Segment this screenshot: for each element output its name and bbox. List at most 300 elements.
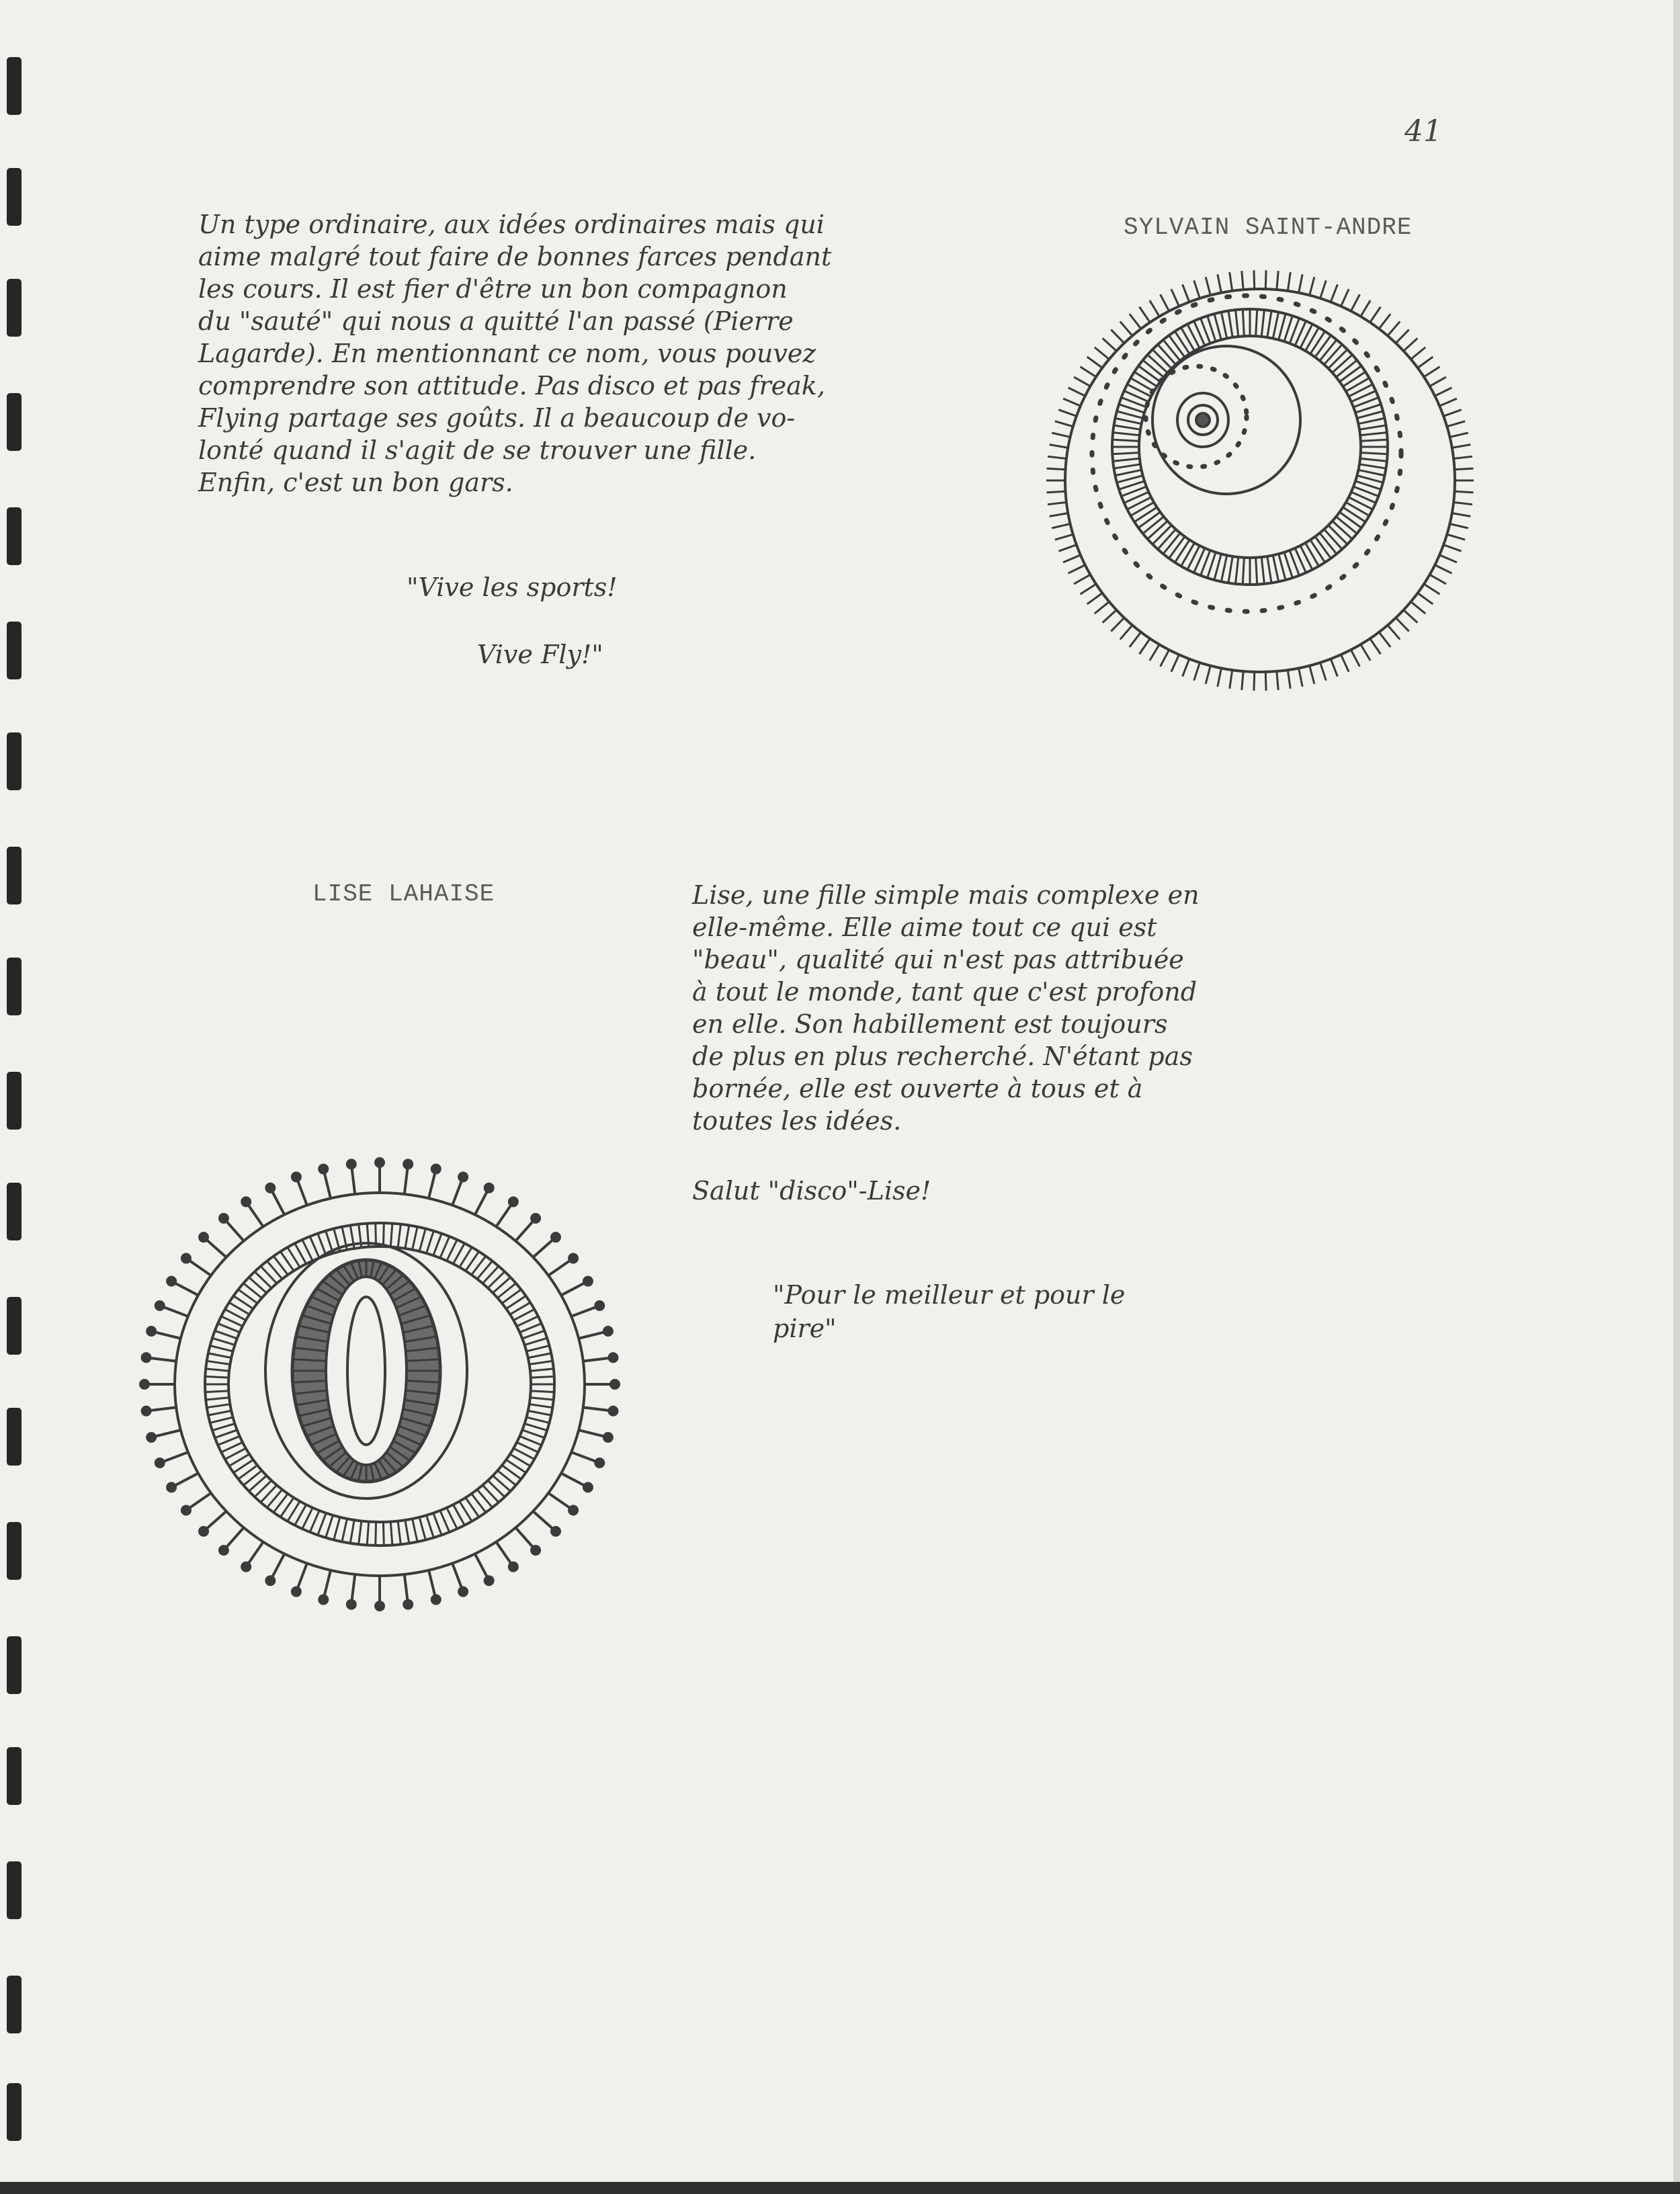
- tick-mark: [1299, 274, 1303, 292]
- tick-mark: [1315, 536, 1331, 558]
- spike-dot: [569, 1506, 577, 1514]
- binding-hole: [7, 1072, 22, 1130]
- tick-mark: [1320, 533, 1337, 554]
- tick-mark: [1171, 655, 1179, 671]
- tick-mark: [1447, 534, 1465, 540]
- paragraph-line: aime malgré tout faire de bonnes farces pendant: [198, 242, 832, 271]
- tick-mark: [1087, 357, 1103, 368]
- tick-mark: [1439, 555, 1457, 562]
- spike-dot: [182, 1506, 190, 1514]
- tick-mark: [1450, 524, 1468, 528]
- tick-mark: [1063, 555, 1081, 562]
- tick-mark: [1048, 456, 1066, 458]
- spike-dot: [200, 1527, 208, 1535]
- tick-mark: [398, 1224, 401, 1248]
- spike-dot: [432, 1165, 440, 1173]
- tick-mark: [1439, 398, 1457, 406]
- tick-mark: [1103, 338, 1117, 351]
- tick-mark: [1277, 671, 1278, 690]
- tick-mark: [1360, 433, 1387, 435]
- spike-dot: [432, 1595, 440, 1603]
- tick-mark: [215, 1331, 237, 1339]
- tick-mark: [1242, 671, 1243, 690]
- tick-mark: [1265, 672, 1266, 691]
- tick-mark: [1218, 668, 1222, 686]
- profile-name-sylvain: SYLVAIN SAINT-ANDRE: [1124, 214, 1413, 241]
- tick-mark: [1181, 543, 1195, 566]
- tick-mark: [1341, 655, 1349, 671]
- spike-dot: [584, 1483, 592, 1491]
- spike-dot: [142, 1353, 151, 1361]
- tick-mark: [530, 1361, 553, 1364]
- paragraph-line: toutes les idées.: [692, 1106, 902, 1136]
- tick-mark: [1074, 575, 1090, 584]
- tick-mark: [1388, 321, 1400, 335]
- tick-mark: [1052, 433, 1070, 437]
- tick-mark: [1359, 425, 1386, 429]
- spike-dot: [376, 1602, 384, 1610]
- tick-mark: [1361, 439, 1388, 441]
- tick-mark: [1320, 663, 1327, 681]
- tick-mark: [1171, 289, 1179, 306]
- spike-dot: [532, 1214, 540, 1222]
- tick-mark: [1095, 601, 1109, 614]
- tick-mark: [1288, 272, 1290, 291]
- paragraph-line: comprendre son attitude. Pas disco et pas freak,: [198, 371, 825, 400]
- spike-dot: [552, 1527, 560, 1535]
- tick-mark: [1068, 565, 1085, 573]
- spike-dot: [609, 1407, 617, 1415]
- quote-line: "Vive les sports!: [407, 573, 618, 602]
- tick-mark: [1120, 625, 1132, 639]
- tick-mark: [1143, 517, 1164, 534]
- tick-mark: [1111, 330, 1124, 343]
- tick-mark: [1228, 311, 1232, 338]
- spike-dot: [509, 1197, 517, 1206]
- tick-mark: [1336, 360, 1357, 377]
- tick-mark: [1047, 491, 1066, 493]
- tick-mark: [1455, 491, 1474, 493]
- tick-mark: [1169, 335, 1185, 357]
- tick-mark: [433, 1234, 442, 1256]
- tick-mark: [390, 1224, 392, 1247]
- spiral-binding: [0, 0, 47, 2194]
- binding-hole: [7, 1183, 22, 1240]
- tick-mark: [1143, 360, 1164, 377]
- spike-dot: [147, 1433, 155, 1441]
- salute-line: Salut "disco"-Lise!: [692, 1176, 931, 1206]
- spike-dot: [167, 1277, 175, 1285]
- tick-mark: [310, 1511, 319, 1532]
- tick-mark: [1254, 672, 1255, 691]
- spike-dot: [459, 1173, 467, 1181]
- tick-mark: [1114, 464, 1141, 468]
- tick-mark: [205, 1376, 228, 1378]
- spike-dot: [242, 1197, 250, 1206]
- paragraph-line: en elle. Son habillement est toujours: [692, 1009, 1168, 1039]
- tick-mark: [530, 1369, 554, 1371]
- tick-mark: [1115, 470, 1141, 475]
- tick-mark: [1130, 632, 1141, 647]
- tick-mark: [1194, 280, 1200, 298]
- paragraph-line: les cours. Il est fier d'être un bon compagnon: [198, 274, 788, 304]
- tick-mark: [1310, 540, 1325, 562]
- tick-mark: [1152, 525, 1171, 544]
- spike-dot: [220, 1546, 228, 1554]
- tick-mark: [1357, 411, 1383, 418]
- tick-mark: [206, 1398, 229, 1400]
- tick-mark: [1134, 507, 1157, 522]
- spike-dot: [242, 1563, 250, 1571]
- tick-mark: [1324, 345, 1342, 365]
- tick-mark: [1324, 530, 1342, 550]
- tick-mark: [1452, 445, 1471, 448]
- tick-mark: [1256, 558, 1257, 585]
- binding-hole: [7, 1297, 22, 1355]
- tick-mark: [419, 1228, 425, 1251]
- tick-mark: [1214, 554, 1221, 580]
- spike-dot: [404, 1160, 412, 1168]
- spike-dot: [595, 1302, 603, 1310]
- tick-mark: [1273, 312, 1278, 338]
- tick-mark: [1242, 271, 1243, 290]
- spike-dot: [552, 1233, 560, 1241]
- spike-dot: [156, 1459, 164, 1467]
- spike-dot: [584, 1277, 592, 1285]
- tick-mark: [1048, 502, 1066, 504]
- tick-mark: [310, 1236, 319, 1258]
- binding-hole: [7, 393, 22, 451]
- tick-mark: [383, 1223, 384, 1247]
- tick-mark: [1346, 503, 1370, 516]
- tick-mark: [1214, 314, 1221, 340]
- binding-hole: [7, 732, 22, 790]
- tick-mark: [1230, 670, 1232, 689]
- tick-mark: [1310, 277, 1314, 295]
- tick-mark: [1310, 331, 1325, 354]
- tick-mark: [1424, 367, 1440, 377]
- paragraph-line: "beau", qualité qui n'est pas attribuée: [692, 945, 1184, 974]
- paragraph-line: Un type ordinaire, aux idées ordinaires mais qui: [198, 210, 825, 239]
- tick-mark: [207, 1361, 230, 1364]
- paragraph-line: Lise, une fille simple mais complexe en: [692, 880, 1200, 910]
- spike-dot: [167, 1483, 175, 1491]
- tick-mark: [1114, 425, 1141, 429]
- tick-mark: [1452, 513, 1471, 517]
- tick-mark: [342, 1519, 347, 1542]
- tick-mark: [1117, 476, 1143, 482]
- tick-mark: [1418, 357, 1433, 368]
- tick-mark: [1158, 530, 1176, 550]
- tick-mark: [528, 1353, 551, 1358]
- tick-mark: [1265, 270, 1266, 289]
- tick-mark: [1443, 410, 1461, 416]
- tick-mark: [440, 1511, 450, 1532]
- page-edge-bottom: [0, 2182, 1680, 2194]
- tick-mark: [1370, 307, 1381, 323]
- tick-mark: [1236, 557, 1238, 584]
- spike-dot: [266, 1184, 274, 1192]
- tick-mark: [1333, 355, 1353, 373]
- tick-mark: [1315, 335, 1331, 357]
- tick-mark: [1346, 378, 1370, 392]
- paragraph-line: Enfin, c'est un bon gars.: [198, 468, 513, 497]
- tick-mark: [413, 1227, 418, 1250]
- tick-mark: [1357, 476, 1383, 482]
- page-number: 41: [1404, 114, 1442, 149]
- tick-mark: [1230, 272, 1232, 291]
- spike-dot: [347, 1160, 355, 1168]
- tick-mark: [1194, 663, 1200, 681]
- tick-mark: [1379, 632, 1390, 647]
- tick-mark: [1158, 345, 1176, 365]
- binding-hole: [7, 1408, 22, 1466]
- tick-mark: [1404, 610, 1418, 623]
- tick-mark: [1115, 418, 1141, 423]
- tick-mark: [218, 1436, 239, 1445]
- tick-mark: [1254, 270, 1255, 289]
- oval-halo-drawing: [131, 1115, 642, 1626]
- tick-mark: [1424, 584, 1440, 594]
- tick-mark: [1320, 340, 1337, 361]
- tick-mark: [334, 1517, 340, 1540]
- tick-mark: [218, 1323, 239, 1332]
- spike-dot: [220, 1214, 228, 1222]
- tick-mark: [212, 1424, 235, 1431]
- tick-mark: [1068, 388, 1085, 396]
- spike-dot: [569, 1255, 577, 1263]
- tick-mark: [1080, 584, 1096, 594]
- binding-hole: [7, 1861, 22, 1919]
- tick-mark: [1161, 294, 1169, 311]
- tick-mark: [215, 1430, 237, 1438]
- tick-mark: [212, 1338, 235, 1345]
- spike-dot: [604, 1327, 612, 1335]
- tick-mark: [207, 1404, 230, 1408]
- tick-mark: [1103, 610, 1117, 623]
- tick-mark: [1134, 372, 1157, 386]
- tick-mark: [1351, 294, 1359, 311]
- tick-mark: [1299, 668, 1303, 686]
- spike-dot: [404, 1601, 412, 1609]
- tick-mark: [1163, 533, 1180, 554]
- tick-mark: [522, 1331, 544, 1339]
- tick-mark: [1183, 659, 1189, 677]
- tick-mark: [1333, 521, 1353, 539]
- spike-dot: [182, 1255, 190, 1263]
- spike-dot: [319, 1595, 327, 1603]
- tick-mark: [1175, 540, 1189, 562]
- tick-mark: [1161, 650, 1169, 667]
- concentric-circle-drawing: [1038, 262, 1482, 699]
- spike-dot: [140, 1380, 149, 1388]
- tick-mark: [326, 1515, 333, 1537]
- tick-mark: [1360, 458, 1387, 461]
- tick-mark: [525, 1338, 548, 1345]
- tick-mark: [1206, 277, 1210, 295]
- binding-hole: [7, 1522, 22, 1580]
- tick-mark: [1183, 284, 1189, 302]
- page-edge-right: [1673, 0, 1680, 2194]
- tick-mark: [1113, 458, 1140, 461]
- tick-mark: [1454, 502, 1472, 504]
- binding-hole: [7, 958, 22, 1015]
- tick-mark: [1418, 593, 1433, 604]
- spike-dot: [266, 1576, 274, 1585]
- tick-mark: [1074, 377, 1090, 386]
- tick-mark: [1339, 512, 1361, 528]
- binding-hole: [7, 279, 22, 337]
- tick-mark: [1331, 659, 1337, 677]
- tick-mark: [530, 1398, 554, 1400]
- tick-mark: [1148, 355, 1168, 373]
- tick-mark: [1455, 468, 1474, 470]
- tick-mark: [405, 1520, 409, 1544]
- tick-mark: [1138, 366, 1160, 382]
- tick-mark: [1150, 644, 1159, 661]
- tick-mark: [531, 1376, 554, 1378]
- tick-mark: [1435, 565, 1452, 573]
- tick-mark: [1218, 274, 1222, 292]
- tick-mark: [1361, 300, 1370, 317]
- tick-mark: [210, 1346, 233, 1351]
- tick-mark: [1339, 366, 1361, 382]
- profile-name-lise: LISE LAHAISE: [312, 880, 495, 908]
- binding-hole: [7, 1636, 22, 1694]
- tick-mark: [519, 1323, 541, 1332]
- tick-mark: [1343, 372, 1366, 386]
- tick-mark: [1331, 284, 1337, 302]
- tick-mark: [1361, 644, 1370, 661]
- spike-dot: [376, 1158, 384, 1167]
- binding-hole: [7, 622, 22, 679]
- tick-mark: [1358, 418, 1384, 423]
- tick-mark: [1329, 349, 1347, 368]
- tick-mark: [1080, 367, 1096, 377]
- tick-mark: [367, 1521, 369, 1545]
- spike-dot: [509, 1563, 517, 1571]
- tick-mark: [1273, 555, 1278, 581]
- tick-mark: [1396, 330, 1409, 343]
- tick-mark: [1130, 314, 1141, 329]
- quote-line: Vive Fly!": [477, 640, 603, 669]
- spike-dot: [156, 1302, 164, 1310]
- tick-mark: [350, 1520, 354, 1544]
- paragraph-line: du "sauté" qui nous a quitté l'an passé (Pierre: [198, 306, 794, 336]
- tick-mark: [1050, 513, 1068, 517]
- tick-mark: [210, 1417, 233, 1423]
- paragraph-line: Flying partage ses goûts. Il a beaucoup de vo-: [198, 403, 796, 433]
- tick-mark: [405, 1225, 409, 1249]
- tick-mark: [1261, 557, 1264, 584]
- spike-dot: [604, 1433, 612, 1441]
- tick-mark: [1050, 445, 1068, 448]
- tick-mark: [1256, 309, 1257, 336]
- tick-mark: [1359, 464, 1386, 468]
- tick-mark: [1279, 314, 1286, 340]
- tick-mark: [1169, 536, 1185, 558]
- tick-mark: [1336, 517, 1357, 534]
- tick-mark: [1379, 314, 1390, 329]
- tick-mark: [1221, 555, 1226, 581]
- tick-mark: [525, 1424, 548, 1431]
- tick-mark: [1112, 453, 1139, 454]
- tick-mark: [522, 1430, 544, 1438]
- tick-mark: [526, 1417, 549, 1423]
- tick-mark: [1430, 377, 1446, 386]
- tick-mark: [1450, 433, 1468, 437]
- tick-mark: [530, 1404, 553, 1408]
- tick-mark: [1411, 601, 1426, 614]
- spike-dot: [485, 1184, 493, 1192]
- tick-mark: [1130, 503, 1154, 516]
- tick-mark: [1279, 554, 1286, 580]
- binding-hole: [7, 57, 22, 115]
- tick-mark: [1047, 468, 1066, 470]
- binding-hole: [7, 507, 22, 565]
- paragraph-line: Lagarde). En mentionnant ce nom, vous pouvez: [198, 339, 816, 368]
- spike-dot: [609, 1353, 617, 1361]
- tick-mark: [1181, 327, 1195, 351]
- tick-mark: [1055, 421, 1073, 427]
- tick-mark: [1243, 558, 1244, 585]
- tick-mark: [528, 1410, 551, 1415]
- tick-mark: [318, 1513, 326, 1535]
- tick-mark: [1150, 300, 1159, 317]
- spike-dot: [459, 1588, 467, 1596]
- tick-mark: [1111, 618, 1124, 631]
- tick-mark: [1120, 321, 1132, 335]
- tick-mark: [1411, 347, 1426, 360]
- tick-mark: [1396, 618, 1409, 631]
- tick-mark: [1087, 593, 1103, 604]
- tick-mark: [531, 1391, 554, 1392]
- tick-mark: [1175, 331, 1189, 354]
- tick-mark: [526, 1346, 549, 1351]
- tick-mark: [1152, 349, 1171, 368]
- tick-mark: [208, 1410, 231, 1415]
- tick-mark: [1388, 625, 1400, 639]
- tick-mark: [1306, 543, 1319, 566]
- tick-mark: [1228, 556, 1232, 583]
- paragraph-line: elle-même. Elle aime tout ce qui est: [692, 913, 1157, 942]
- spike-dot: [485, 1576, 493, 1585]
- spike-dot: [532, 1546, 540, 1554]
- tick-mark: [419, 1517, 425, 1540]
- tick-mark: [440, 1236, 450, 1258]
- tick-mark: [1267, 556, 1271, 583]
- binding-hole: [7, 1976, 22, 2033]
- tick-mark: [1243, 309, 1244, 336]
- paragraph-line: lonté quand il s'agit de se trouver une fille.: [198, 435, 757, 465]
- paragraph-line: de plus en plus recherché. N'étant pas: [692, 1042, 1193, 1071]
- tick-mark: [383, 1522, 384, 1546]
- tick-mark: [1206, 666, 1210, 684]
- binding-hole: [7, 168, 22, 226]
- tick-mark: [1130, 378, 1154, 392]
- tick-mark: [1277, 271, 1278, 290]
- spike-dot: [347, 1601, 355, 1609]
- tick-mark: [519, 1436, 541, 1445]
- tick-mark: [1058, 410, 1076, 416]
- tick-mark: [433, 1513, 442, 1535]
- tick-mark: [1261, 310, 1264, 337]
- tick-mark: [318, 1234, 326, 1256]
- tick-mark: [398, 1521, 401, 1545]
- tick-mark: [1361, 453, 1388, 454]
- tick-mark: [1435, 388, 1452, 396]
- tick-mark: [1310, 666, 1314, 684]
